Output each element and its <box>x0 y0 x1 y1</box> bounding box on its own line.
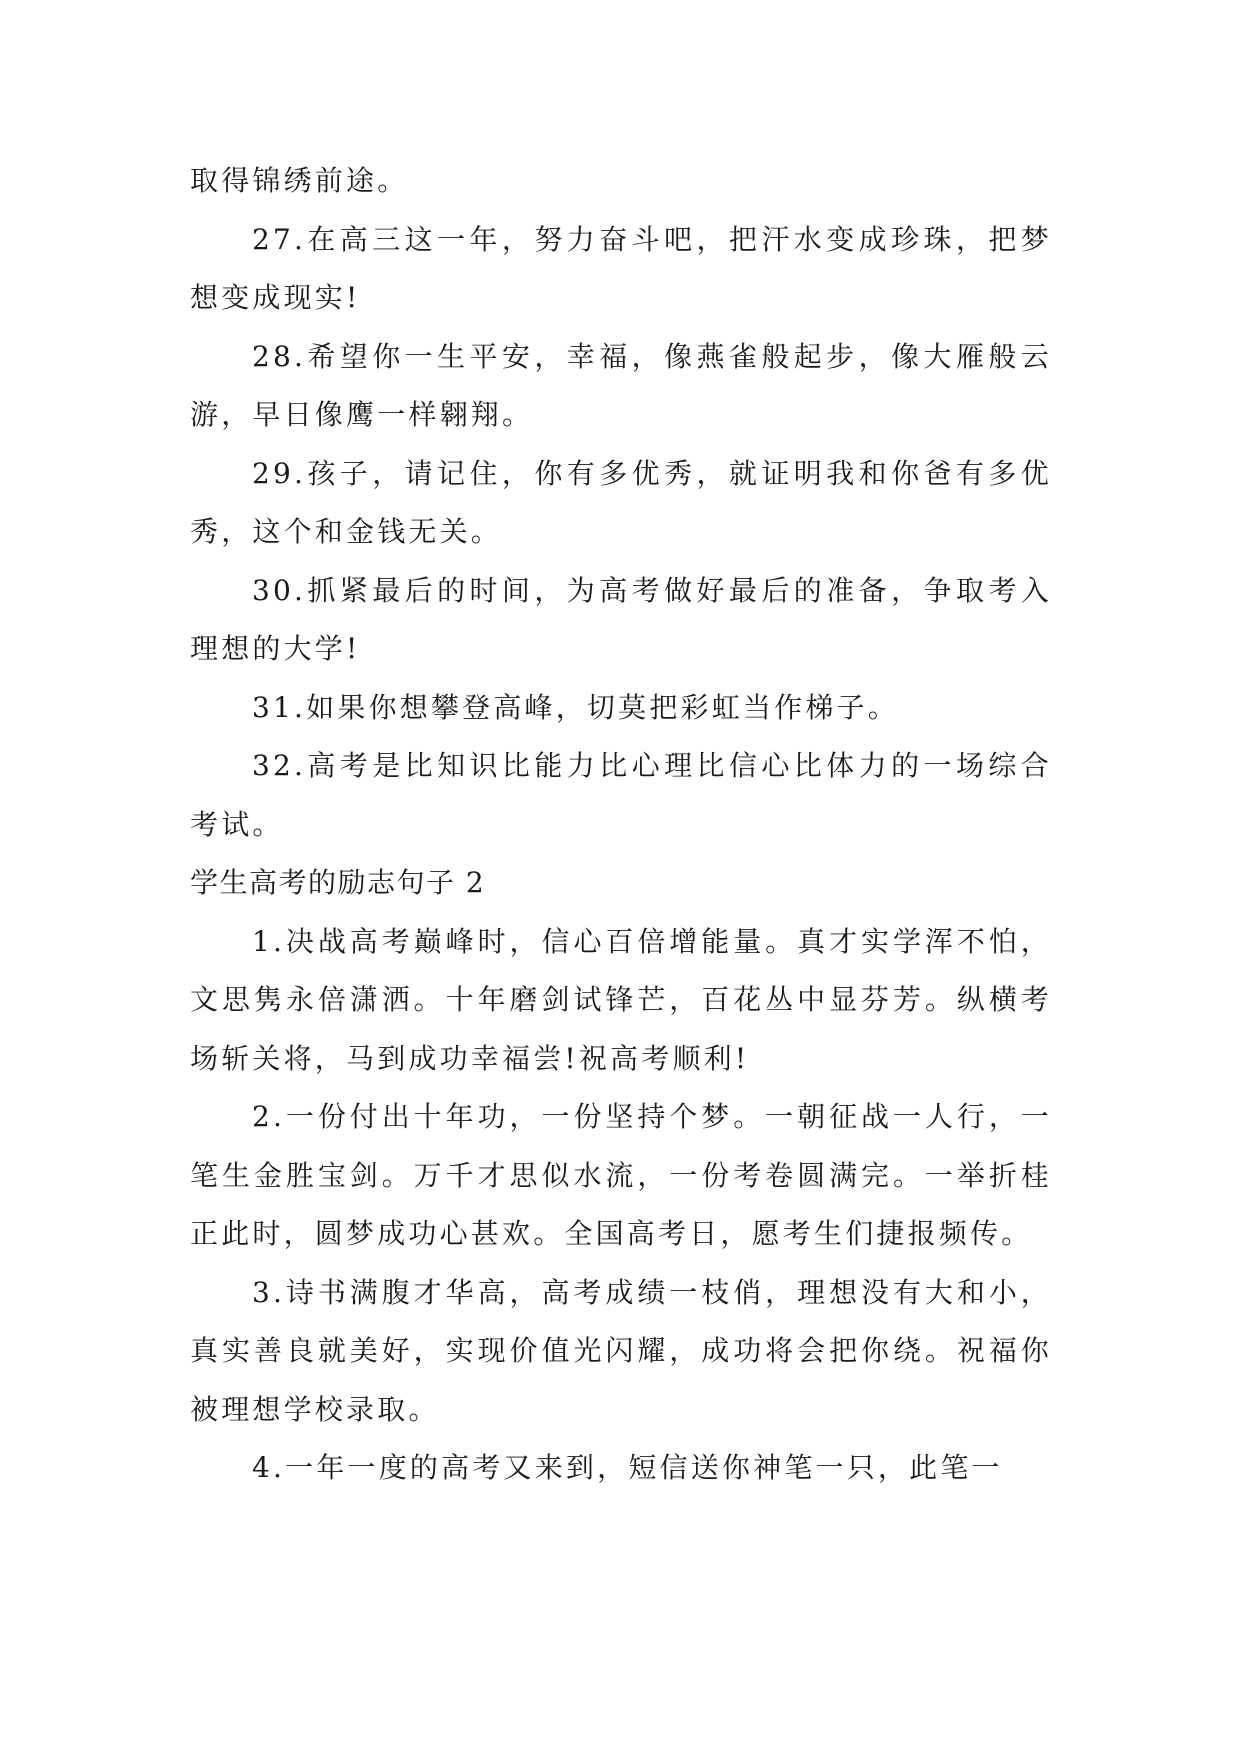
document-page <box>190 152 1052 1498</box>
section-title: 学生高考的励志句子 2 <box>190 866 486 899</box>
paragraph-item-31: 31.如果你想攀登高峰，切莫把彩虹当作梯子。 <box>252 690 899 724</box>
paragraph-continuation: 取得锦绣前途。 <box>190 164 409 197</box>
section-paragraph-1: 1.决战高考巅峰时，信心百倍增能量。真才实学浑不怕，文思隽永倍潇洒。十年磨剑试锋芒，百花丛中显芬芳。纵横考场斩关将，马到成功幸福尝!祝高考顺利! <box>190 924 1052 1075</box>
section-paragraph-4: 4.一年一度的高考又来到，短信送你神笔一只，此笔一 <box>252 1451 1003 1484</box>
section-paragraph-3: 3.诗书满腹才华高，高考成绩一枝俏，理想没有大和小，真实善良就美好，实现价值光闪耀，成功将会把你绕。祝福你被理想学校录取。 <box>190 1275 1052 1426</box>
paragraph-item-28: 28.希望你一生平安，幸福，像燕雀般起步，像大雁般云游，早日像鹰一样翱翔。 <box>190 339 1052 431</box>
paragraph-item-30: 30.抓紧最后的时间，为高考做好最后的准备，争取考入理想的大学! <box>190 573 1052 665</box>
paragraph-item-29: 29.孩子，请记住，你有多优秀，就证明我和你爸有多优秀，这个和金钱无关。 <box>190 456 1052 548</box>
paragraph-item-27: 27.在高三这一年，努力奋斗吧，把汗水变成珍珠，把梦想变成现实! <box>190 222 1052 314</box>
section-paragraph-2: 2.一份付出十年功，一份坚持个梦。一朝征战一人行，一笔生金胜宝剑。万千才思似水流，一份考卷圆满完。一举折桂正此时，圆梦成功心甚欢。全国高考日，愿考生们捷报频传。 <box>190 1100 1052 1250</box>
paragraph-item-32: 32.高考是比知识比能力比心理比信心比体力的一场综合考试。 <box>190 749 1052 841</box>
